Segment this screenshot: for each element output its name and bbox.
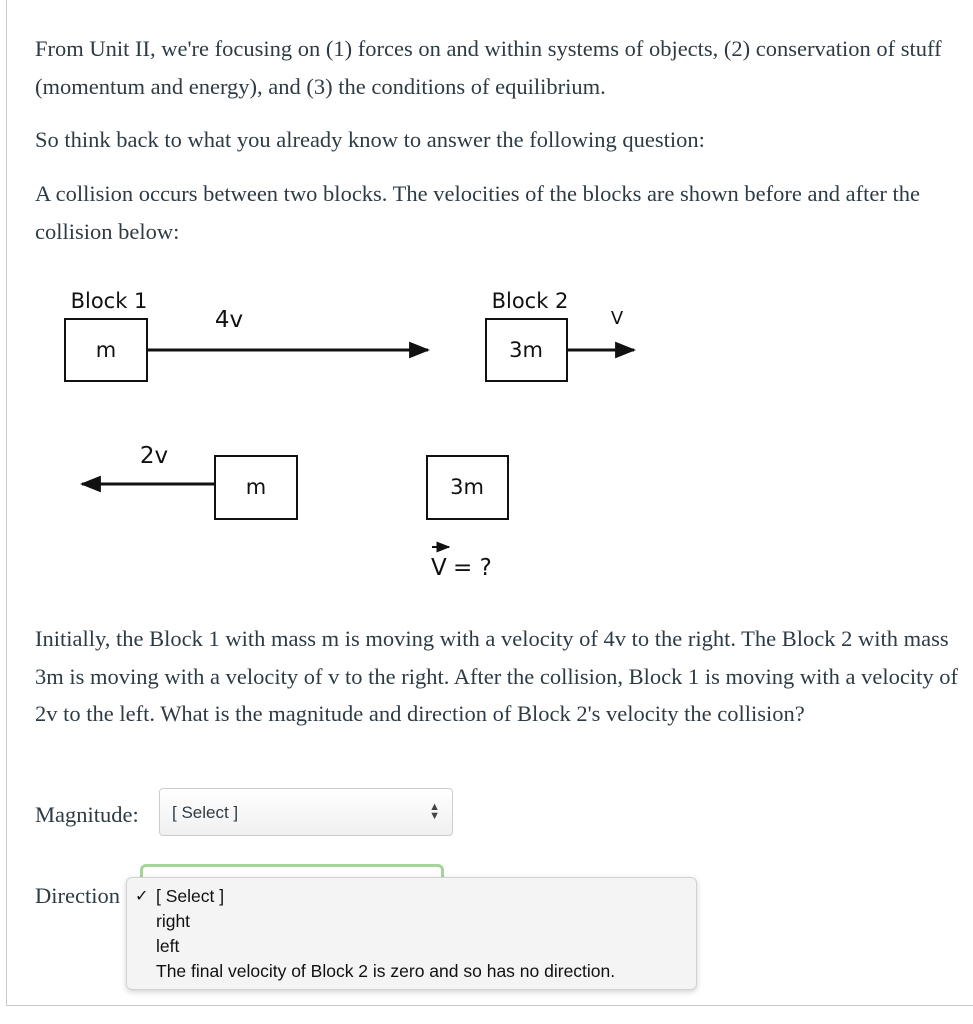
- option-label: The final velocity of Block 2 is zero and so has no direction.: [156, 961, 616, 981]
- block1-velocity-before-label: 4v: [214, 307, 244, 333]
- block2-mass-after: 3m: [450, 475, 484, 499]
- direction-option-right[interactable]: [127, 909, 696, 934]
- option-label: left: [156, 936, 180, 956]
- intro-paragraph: From Unit II, we're focusing on (1) forces on and within systems of objects, (2) conservation of stuff (momentum and energy), and (3) the conditions of equilibrium.: [35, 36, 942, 99]
- direction-option-select[interactable]: [127, 884, 696, 909]
- block2-title: Block 2: [491, 289, 569, 313]
- direction-label: Direction: [35, 883, 120, 908]
- block1-mass-after: m: [245, 475, 267, 499]
- block2-velocity-after-label: = ?: [453, 555, 492, 581]
- block2-velocity-symbol: V: [431, 555, 447, 581]
- magnitude-select[interactable]: [159, 788, 453, 836]
- direction-dropdown-menu: [126, 877, 697, 990]
- block1-velocity-after-label: 2v: [139, 443, 169, 469]
- select-arrows-icon: ▲ ▼: [429, 801, 440, 822]
- magnitude-label: Magnitude:: [35, 802, 139, 827]
- block1-title: Block 1: [70, 289, 148, 313]
- direction-option-left[interactable]: [127, 934, 696, 959]
- block2-mass-before: 3m: [509, 338, 543, 362]
- magnitude-select-value: [ Select ]: [172, 803, 239, 822]
- option-label: [ Select ]: [156, 886, 225, 906]
- direction-option-zero[interactable]: [127, 959, 696, 984]
- prompt-paragraph: So think back to what you already know to answer the following question:: [35, 127, 705, 152]
- question-paragraph: Initially, the Block 1 with mass m is moving with a velocity of 4v to the right. The Block 2 with mass 3m is moving with a velocity of v to the right. After the collision, Block 1 is moving with a velocity of 2v to the left. What is the magnitude and direction of Block 2's velocity the collision?: [35, 626, 959, 726]
- checkmark-icon: ✓: [135, 888, 149, 905]
- option-label: right: [156, 911, 191, 931]
- block2-velocity-before-label: V: [610, 308, 624, 329]
- block1-mass-before: m: [95, 338, 117, 362]
- setup-paragraph: A collision occurs between two blocks. The velocities of the blocks are shown before and after the collision below:: [35, 181, 920, 244]
